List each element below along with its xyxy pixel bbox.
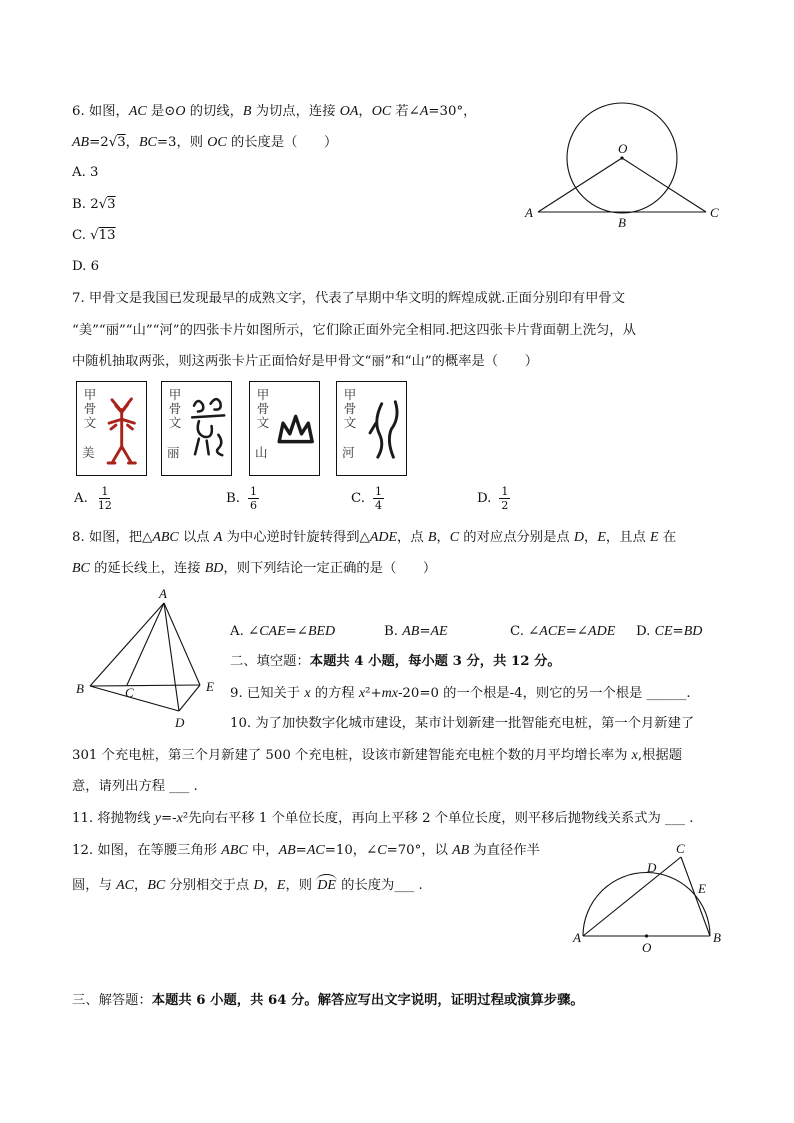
text-segment: =: [672, 624, 684, 639]
point-label-b: B: [618, 215, 626, 230]
math-variable: B: [242, 104, 252, 119]
fraction-numerator: 1: [250, 485, 257, 498]
text-segment: B. 2: [72, 197, 99, 212]
segment-oc: [622, 158, 706, 212]
point-label-c: C: [125, 685, 134, 700]
oracle-card-he: [336, 381, 407, 476]
math-variable: CE: [654, 624, 673, 639]
text-segment: =-: [161, 811, 177, 826]
oracle-card-mei: [76, 381, 147, 476]
text-segment: A. 3: [72, 165, 99, 180]
math-variable: AC: [116, 878, 135, 893]
fraction: [96, 485, 114, 512]
text-segment: 圆，与: [72, 878, 117, 893]
text-segment: 以点: [178, 530, 214, 545]
math-variable: E: [597, 530, 606, 545]
fraction-numerator: 1: [101, 485, 109, 498]
segment-ac: [127, 603, 164, 685]
section-3-heading: [72, 992, 584, 1010]
oracle-card-li: [161, 381, 232, 476]
math-variable: x: [304, 686, 311, 701]
math-variable: C: [377, 843, 387, 858]
fraction-numerator: 1: [374, 485, 382, 498]
math-variable: A: [213, 530, 223, 545]
point-label-b: B: [76, 681, 84, 696]
question-10-line-3: [72, 778, 198, 796]
text-segment: 301 个充电桩，第三个月新建了 500 个充电桩，设该市新建智能充电桩个数的月平均增长率为: [72, 748, 632, 763]
text-segment: 的长度为___ .: [336, 878, 423, 893]
question-12-line-1: [72, 842, 540, 860]
question-6-option-b: [72, 196, 116, 214]
text-segment: 在: [658, 530, 677, 545]
math-variable: D: [253, 878, 264, 893]
point-label-d: D: [647, 860, 657, 875]
text-segment: 本题共 6 小题，共 64 分。解答应写出文字说明，证明过程或演算步骤。: [151, 993, 584, 1008]
text-segment: ,根据题: [637, 748, 682, 763]
fraction-denominator: 6: [250, 499, 257, 512]
text-segment: 的对应点分别是点: [459, 530, 574, 545]
text-segment: 三、解答题：: [72, 993, 152, 1008]
card-name: 山: [255, 445, 268, 460]
point-label-o: O: [642, 940, 652, 955]
text-segment: =∠: [285, 624, 308, 639]
text-segment: 意，请列出方程 ___ .: [72, 779, 198, 794]
text-segment: 6. 如图，: [72, 104, 129, 119]
text-segment: 本题共 4 小题，每小题 3 分，共 12 分。: [309, 654, 561, 669]
text-segment: ，点: [397, 530, 428, 545]
math-variable: AB: [452, 843, 470, 858]
question-8-stem-line-2: [72, 560, 436, 578]
text-segment: ，: [125, 135, 139, 150]
arc-notation: DE: [317, 878, 336, 893]
question-8-option-c: [510, 623, 615, 641]
text-segment: 为直径作半: [469, 843, 540, 858]
fraction: [499, 485, 510, 512]
math-variable: BD: [683, 624, 703, 639]
fraction-denominator: 2: [501, 499, 509, 512]
card-name: 丽: [167, 445, 180, 460]
math-variable: ADE: [588, 624, 616, 639]
text-segment: -20=0 的一个根是-4，则它的另一个根是 ______.: [397, 686, 691, 701]
math-variable: OC: [371, 104, 392, 119]
question-6-option-d: [72, 258, 99, 276]
point-label-c: C: [710, 205, 719, 220]
math-variable: ABC: [152, 530, 179, 545]
text-segment: 7. 甲骨文是我国已发现最早的成熟文字，代表了早期中华文明的辉煌成就.正面分别印有甲骨文: [72, 291, 626, 306]
text-segment: =30°，: [428, 104, 477, 119]
math-variable: BD: [204, 561, 224, 576]
question-11: [72, 810, 693, 828]
text-segment: =: [295, 843, 307, 858]
math-variable: BC: [72, 561, 90, 576]
question-7-option-b: [226, 485, 259, 512]
text-segment: ，: [263, 878, 277, 893]
fraction-numerator: 1: [501, 485, 509, 498]
text-segment: ²+: [365, 686, 382, 701]
text-segment: C.: [72, 228, 91, 243]
text-segment: ，则: [285, 878, 317, 893]
card-label: 甲骨文: [255, 388, 270, 430]
math-variable: ACE: [539, 624, 566, 639]
text-segment: 中，: [247, 843, 279, 858]
text-segment: =∠: [565, 624, 589, 639]
segment-de: [179, 685, 200, 711]
text-segment: √: [98, 197, 108, 212]
text-segment: 的切线，: [185, 104, 243, 119]
radicand: 3: [107, 197, 116, 212]
text-segment: C. ∠: [510, 624, 540, 639]
text-segment: √: [90, 228, 99, 243]
question-9: [230, 685, 691, 703]
text-segment: 8. 如图，把△: [72, 530, 153, 545]
math-variable: E: [650, 530, 659, 545]
text-segment: ²先向右平移 1 个单位长度，再向上平移 2 个单位长度，则平移后抛物线关系式为 ___ .: [182, 811, 694, 826]
text-segment: D.: [636, 624, 655, 639]
text-segment: =: [419, 624, 431, 639]
math-variable: OA: [339, 104, 359, 119]
question-8-stem-line-1: [72, 529, 676, 547]
math-variable: D: [573, 530, 585, 545]
math-variable: E: [276, 878, 286, 893]
option-letter: B.: [226, 491, 240, 506]
text-segment: A. ∠: [230, 624, 260, 639]
card-label: 甲骨文: [82, 388, 97, 430]
segment-be: [90, 685, 200, 686]
fraction: [248, 485, 259, 512]
fraction-denominator: 12: [97, 499, 112, 512]
question-6-stem-line-2: [72, 134, 337, 152]
center-point-o: [620, 156, 623, 159]
point-label-e: E: [206, 679, 214, 694]
card-name: 河: [342, 445, 355, 460]
point-label-e: E: [698, 881, 706, 896]
text-segment: 10. 为了加快数字化城市建设，某市计划新建一批智能充电桩，第一个月新建了: [230, 716, 695, 731]
option-letter: D.: [477, 491, 492, 506]
radicand: 13: [98, 228, 116, 243]
question-10-line-1: [230, 715, 694, 733]
segment-oa: [538, 158, 622, 212]
question-6-option-c: [72, 227, 116, 245]
text-segment: 二、填空题：: [230, 654, 310, 669]
question-7-option-d: [477, 485, 510, 512]
q8-figure: [76, 586, 214, 730]
fraction: [373, 485, 384, 512]
card-label: 甲骨文: [167, 388, 182, 430]
math-variable: x: [176, 811, 183, 826]
segment-cb: [681, 857, 710, 936]
math-variable: AB: [72, 135, 90, 150]
math-variable: BED: [307, 624, 336, 639]
text-segment: ，: [584, 530, 598, 545]
text-segment: 的延长线上，连接: [89, 561, 205, 576]
text-segment: =10，∠: [324, 843, 378, 858]
center-point-o: [645, 934, 648, 937]
question-8-option-d: [636, 623, 702, 641]
text-segment: 12. 如图，在等腰三角形: [72, 843, 222, 858]
section-2-heading: [230, 653, 561, 671]
question-8-option-b: [384, 623, 448, 641]
math-variable: OC: [207, 135, 227, 150]
question-12-line-2: [72, 877, 423, 895]
text-segment: =70°，以: [386, 843, 453, 858]
question-7-stem-line-1: [72, 290, 625, 308]
q12-figure: [572, 841, 721, 955]
question-8-option-a: [230, 623, 335, 641]
math-variable: y: [154, 811, 162, 826]
radicand: 3: [117, 135, 126, 150]
math-variable: AB: [278, 843, 296, 858]
text-segment: √: [108, 135, 118, 150]
text-segment: B.: [384, 624, 403, 639]
math-variable: AC: [306, 843, 325, 858]
point-label-a: A: [525, 205, 533, 220]
q6-figure: [524, 103, 719, 230]
math-variable: AC: [128, 104, 147, 119]
segment-ab: [90, 603, 164, 686]
oracle-card-shan: [249, 381, 320, 476]
text-segment: 的长度是（ ）: [226, 135, 338, 150]
math-variable: mx: [381, 686, 398, 701]
math-variable: B: [427, 530, 437, 545]
text-segment: 为中心逆时针旋转得到△: [222, 530, 370, 545]
semicircle-arc: [583, 873, 710, 937]
option-letter: A.: [74, 491, 88, 506]
text-segment: 11. 将抛物线: [72, 811, 155, 826]
text-segment: ，: [134, 878, 148, 893]
text-segment: D. 6: [72, 259, 100, 274]
question-10-line-2: [72, 747, 682, 765]
point-label-c: C: [676, 841, 685, 856]
text-segment: ，则下列结论一定正确的是（ ）: [223, 561, 437, 576]
segment-bd: [90, 686, 179, 711]
math-variable: x: [631, 748, 638, 763]
point-label-o: O: [618, 141, 628, 156]
math-variable: CAE: [259, 624, 286, 639]
text-segment: 是⊙: [146, 104, 176, 119]
math-variable: AB: [402, 624, 420, 639]
text-segment: 9. 已知关于: [230, 686, 305, 701]
math-variable: ABC: [221, 843, 248, 858]
text-segment: =2: [89, 135, 109, 150]
math-variable: C: [449, 530, 460, 545]
math-variable: ADE: [369, 530, 398, 545]
math-variable: A: [419, 104, 429, 119]
text-segment: 的方程: [310, 686, 359, 701]
text-segment: =3，则: [156, 135, 208, 150]
question-7-stem-line-3: [72, 353, 538, 371]
math-variable: BC: [147, 878, 166, 893]
math-variable: BC: [138, 135, 157, 150]
text-segment: “美”“丽”“山”“河”的四张卡片如图所示，它们除正面外完全相同.把这四张卡片背面朝上洗匀，从: [72, 323, 636, 338]
math-variable: O: [175, 104, 186, 119]
point-label-d: D: [175, 715, 185, 730]
text-segment: 为切点，连接: [251, 104, 340, 119]
text-segment: 分别相交于点: [165, 878, 254, 893]
card-label: 甲骨文: [342, 388, 357, 430]
text-segment: ，: [358, 104, 372, 119]
question-7-option-a: [74, 485, 114, 512]
question-7-stem-line-2: [72, 322, 636, 340]
option-letter: C.: [351, 491, 365, 506]
question-7-option-c: [351, 485, 384, 512]
card-name: 美: [82, 445, 95, 460]
text-segment: ，: [436, 530, 450, 545]
math-variable: AE: [430, 624, 448, 639]
point-label-a: A: [573, 930, 581, 945]
fraction-denominator: 4: [374, 499, 382, 512]
text-segment: ，且点: [605, 530, 651, 545]
point-label-b: B: [713, 930, 721, 945]
text-segment: 中随机抽取两张，则这两张卡片正面恰好是甲骨文“丽”和“山”的概率是（ ）: [72, 354, 538, 369]
point-label-a: A: [159, 586, 167, 601]
segment-ac: [583, 857, 681, 936]
math-variable: x: [358, 686, 366, 701]
question-6-stem-line-1: [72, 103, 476, 121]
text-segment: 若∠: [391, 104, 420, 119]
question-6-option-a: [72, 164, 99, 182]
